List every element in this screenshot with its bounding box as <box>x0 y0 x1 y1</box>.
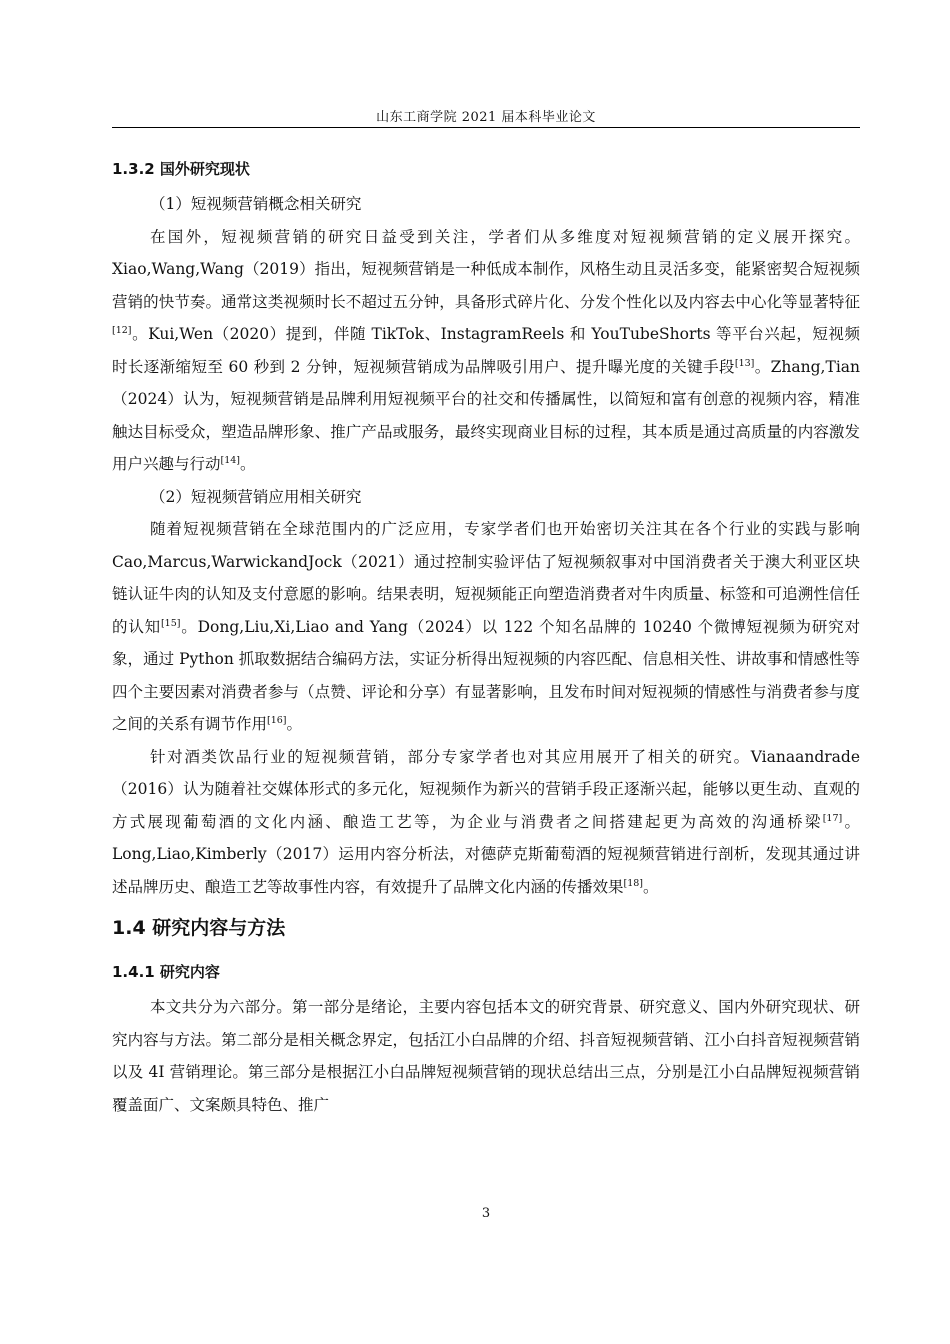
citation-13: [13] <box>734 357 755 369</box>
citation-14: [14] <box>220 454 241 466</box>
citation-18: [18] <box>623 877 644 889</box>
section-heading-1-4-1: 1.4.1 研究内容 <box>112 963 220 981</box>
subheading-application-research: （2）短视频营销应用相关研究 <box>150 487 362 506</box>
paragraph-concept-research: 在国外，短视频营销的研究日益受到关注，学者们从多维度对短视频营销的定义展开探究。Xiao,Wang,Wang（2019）指出，短视频营销是一种低成本制作，风格生动且灵活多变，能紧密契合短视频营销的快节奏。通常这类视频时长不超过五分钟，具备形式碎片化、分发个性化以及内容去中心化等显著特征[12]。Kui,Wen（2020）提到，伴随 TikTok、InstagramReels 和 YouTubeShorts 等平台兴起，短视频时长逐渐缩短至 60 秒到 2 分钟，短视频营销成为品牌吸引用户、提升曝光度的关键手段[13]。Zhang,Tian（2024）认为，短视频营销是品牌利用短视频平台的社交和传播属性，以简短和富有创意的视频内容，精准触达目标受众，塑造品牌形象、推广产品或服务，最终实现商业目标的过程，其本质是通过高质量的内容激发用户兴趣与行动[14]。 <box>112 227 860 473</box>
paragraph-research-content: 本文共分为六部分。第一部分是绪论，主要内容包括本文的研究背景、研究意义、国内外研究现状、研究内容与方法。第二部分是相关概念界定，包括江小白品牌的介绍、抖音短视频营销、江小白抖音短视频营销以及 4I 营销理论。第三部分是根据江小白品牌短视频营销的现状总结出三点，分别是江小白品牌短视频营销覆盖面广、文案颇具特色、推广 <box>112 998 860 1114</box>
document-body <box>112 150 860 1121</box>
citation-16: [16] <box>267 714 287 726</box>
citation-15: [15] <box>160 617 181 629</box>
header-rule <box>112 127 860 128</box>
section-heading-1-3-2: 1.3.2 国外研究现状 <box>112 160 250 178</box>
page-header-title: 山东工商学院 2021 届本科毕业论文 <box>376 110 596 125</box>
page-number: 3 <box>481 1206 491 1221</box>
citation-12: [12] <box>112 324 132 336</box>
section-heading-1-4: 1.4 研究内容与方法 <box>112 917 286 939</box>
subheading-concept-research: （1）短视频营销概念相关研究 <box>150 195 362 213</box>
citation-17: [17] <box>822 812 843 824</box>
paragraph-wine-industry: 针对酒类饮品行业的短视频营销，部分专家学者也对其应用展开了相关的研究。Vianaandrade（2016）认为随着社交媒体形式的多元化，短视频作为新兴的营销手段正逐渐兴起，能够以更生动、直观的方式展现葡萄酒的文化内涵、酿造工艺等，为企业与消费者之间搭建起更为高效的沟通桥梁[17]。Long,Liao,Kimberly（2017）运用内容分析法，对德萨克斯葡萄酒的短视频营销进行剖析，发现其通过讲述品牌历史、酿造工艺等故事性内容，有效提升了品牌文化内涵的传播效果[18]。 <box>112 747 860 896</box>
paragraph-application-research: 随着短视频营销在全球范围内的广泛应用，专家学者们也开始密切关注其在各个行业的实践与影响 Cao,Marcus,WarwickandJock（2021）通过控制实验评估了短视频叙事对中国消费者关于澳大利亚区块链认证牛肉的认知及支付意愿的影响。结果表明，短视频能正向塑造消费者对牛肉质量、标签和可追溯性信任的认知[15]。Dong,Liu,Xi,Liao and Yang（2024）以 122 个知名品牌的 10240 个微博短视频为研究对象，通过 Python 抓取数据结合编码方法，实证分析得出短视频的内容匹配、信息相关性、讲故事和情感性等四个主要因素对消费者参与（点赞、评论和分享）有显著影响，且发布时间对短视频的情感性与消费者参与度之间的关系有调节作用[16]。 <box>112 520 860 733</box>
